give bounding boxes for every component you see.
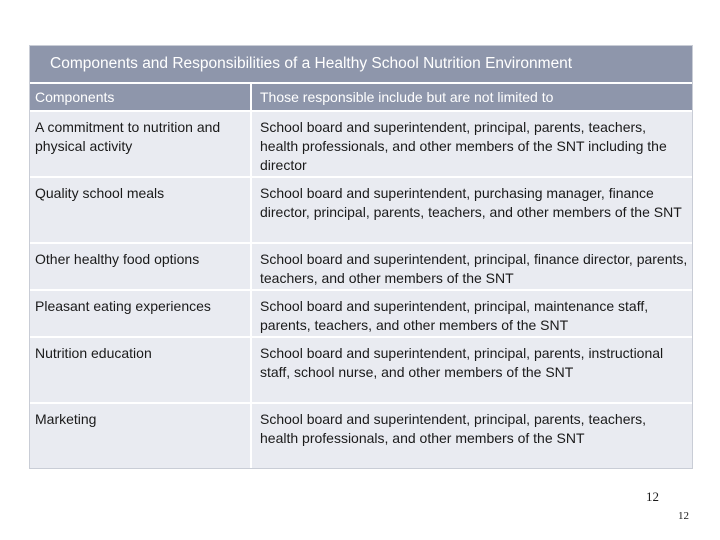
- page-number-inner: 12: [646, 489, 659, 504]
- row-responsible: School board and superintendent, principal, finance director, parents, teachers, and other members of the SNT: [250, 244, 692, 289]
- table-row: [30, 289, 692, 336]
- table-row: [30, 402, 692, 468]
- row-component: Other healthy food options: [35, 251, 200, 267]
- row-component: A commitment to nutrition and physical activity: [35, 119, 221, 154]
- row-responsible: School board and superintendent, principal, parents, teachers, health professionals, and other members of the SNT including the director: [250, 112, 692, 176]
- table-row: [30, 336, 692, 402]
- row-responsible: School board and superintendent, principal, maintenance staff, parents, teachers, and other members of the SNT: [250, 291, 692, 336]
- row-component: Quality school meals: [35, 185, 165, 201]
- table-row: [30, 110, 692, 176]
- header-components: Components: [35, 89, 115, 105]
- row-responsible: School board and superintendent, purchasing manager, finance director, principal, parents, teachers, and other members of the SNT: [250, 178, 692, 242]
- row-responsible: School board and superintendent, principal, parents, instructional staff, school nurse, and other members of the SNT: [250, 338, 692, 402]
- responsibilities-table: [29, 45, 693, 469]
- table-row: [30, 242, 692, 289]
- row-component: Nutrition education: [35, 345, 152, 361]
- row-responsible: School board and superintendent, principal, parents, teachers, health professionals, and other members of the SNT: [250, 404, 692, 468]
- row-component: Pleasant eating experiences: [35, 298, 211, 314]
- header-responsible: Those responsible include but are not limited to: [250, 84, 692, 110]
- row-component: Marketing: [35, 411, 97, 427]
- table-title: Components and Responsibilities of a Healthy School Nutrition Environment: [30, 46, 692, 84]
- table-header-row: [30, 84, 692, 110]
- table-row: [30, 176, 692, 242]
- page-number-outer: 12: [678, 510, 689, 522]
